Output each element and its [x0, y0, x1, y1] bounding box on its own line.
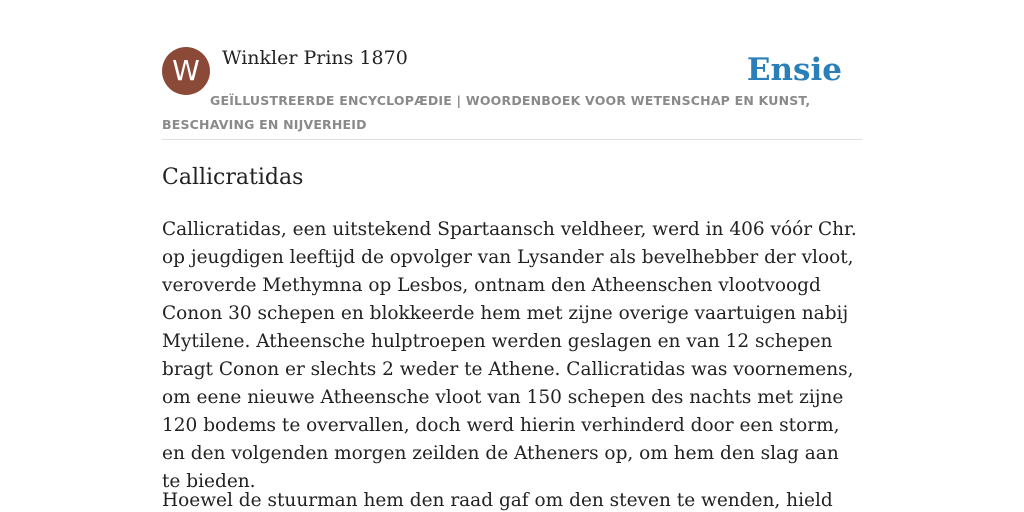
- article-title: Callicratidas: [162, 165, 304, 190]
- brand-logo[interactable]: Ensie: [746, 52, 842, 88]
- article-paragraph: Callicratidas, een uitstekend Spartaansch veldheer, werd in 406 vóór Chr. op jeugdigen leeftijd de opvolger van Lysander als bevelhebber der vloot, veroverde Methymna op Lesbos, ontnam den Atheenschen vlootvoogd Conon 30 schepen en blokkeerde hem met zijne overige vaartuigen nabij Mytilene. Atheensche hulptroepen werden geslagen en van 12 schepen bragt Conon er slechts 2 weder te Athene. Callicratidas was voornemens, om eene nieuwe Atheensche vloot van 150 schepen des nachts met zijne 120 bodems te overvallen, doch werd hierin verhinderd door een storm, en den volgenden morgen zeilden de Atheners op, om hem den slag aan te bieden.: [162, 219, 857, 492]
- source-avatar[interactable]: W: [162, 47, 210, 95]
- source-subtitle: GEÏLLUSTREERDE ENCYCLOPÆDIE | WOORDENBOEK VOOR WETENSCHAP EN KUNST, BESCHAVING EN NIJVERHEID: [162, 93, 811, 132]
- page-container: [162, 0, 862, 512]
- article-paragraph: Hoewel de stuurman hem den raad gaf om den steven te wenden, hield: [162, 490, 833, 511]
- header-divider: [162, 139, 862, 140]
- source-title[interactable]: Winkler Prins 1870: [222, 47, 408, 69]
